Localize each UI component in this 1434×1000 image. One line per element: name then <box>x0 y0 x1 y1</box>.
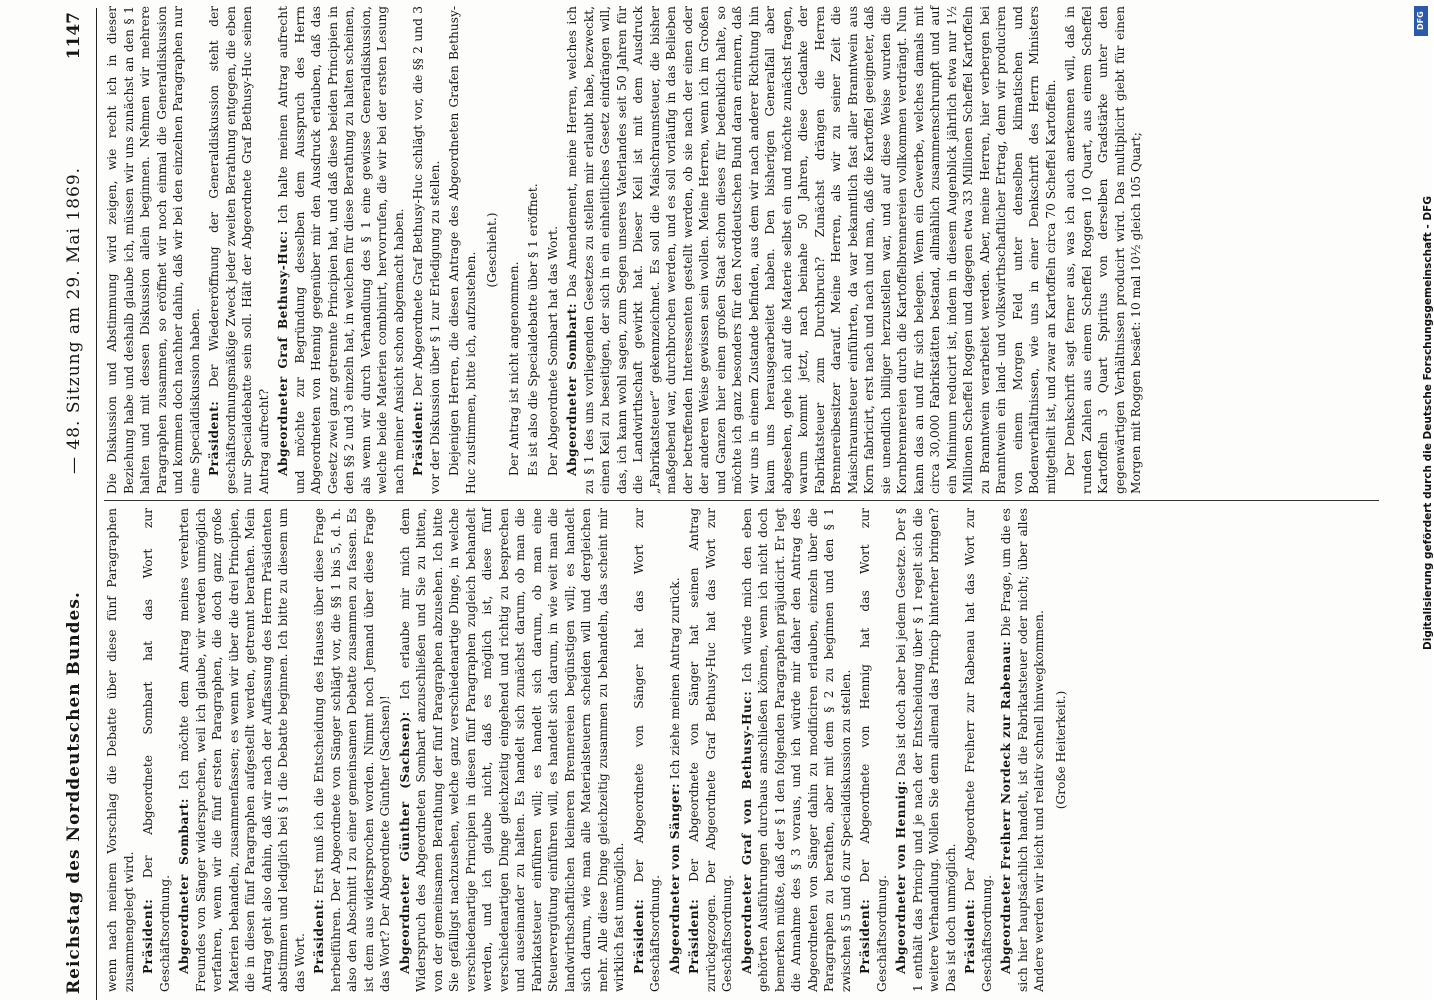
paragraph-text: Ich halte meinen Antrag aufrecht und möchte zur Begründung desselben dem Ausspruch des Herrn Abgeordneten von Hennig gegenüber mir den Ausdruck erlauben, daß das Gesetz zwei ganz getrennte Principien hat, und daß diese beiden Principien in den §§ 2 und 3 einzeln hat, in welchen für diese Berathung zu halten scheinen, als wenn wir durch Verhandlung des § 1 eine gewisse Generaldiskussion, welche beide Materien combinirt, hervorrufen, die wir bei der ersten Lesung nach meiner Ansicht schon abgemacht haben. <box>276 5 406 494</box>
paragraph-text: (Geschieht.) <box>485 212 499 288</box>
paragraph-text: Es ist also die Specialdebatte über § 1 eröffnet. <box>526 183 540 476</box>
paragraph <box>564 6 1059 494</box>
speaker-name: Präsident: <box>631 898 646 974</box>
header-journal-title: Reichstag des Norddeutschen Bundes. <box>64 591 84 994</box>
paragraph-text: Der Abgeordnete Freiherr zur Rabenau hat das Wort zur Geschäftsordnung. <box>963 507 994 992</box>
paragraph-text: Ich würde mich den eben gehörten Ausführungen durchaus anschließen können, wenn ich nicht doch bemerken müßte, daß der § 1 den folgenden Paragraphen präjudicirt. Er legt die Annahme des § 3 voraus, und ich würde mir daher den Antrag des Abgeordneten von Sänger dahin zu modificiren erlauben, einzeln über die Paragraphen zu berathen, aber mit dem § 2 zu beginnen und den § 1 zwischen § 5 und 6 zur Specialdiskussion zu stellen. <box>739 507 853 992</box>
paragraph <box>275 6 407 494</box>
speaker-name: Präsident: <box>963 898 977 974</box>
speaker-name: Abgeordneter Günther (Sachsen): <box>397 711 412 974</box>
speaker-name: Abgeordneter von Hennig: <box>894 780 908 974</box>
speaker-name: Präsident: <box>207 400 221 476</box>
paragraph-text: Ich erlaube mir mich dem Widerspruch des Abgeordneten Sombart anzuschließen und Sie zu bitten, von der gemeinsamen Berathung der fünf Paragraphen abzusehen. Ich bitte Sie gefälligst nachzusehen, welche ganz verschiedenartige Dinge, in welche verschiedenartige Principien in diesen fünf Paragraphen zugleich behandelt werden, und ich glaube nicht, daß es möglich ist, diese fünf verschiedenartigen Dinge gleichzeitig eingehend und richtig zu besprechen und auseinander zu halten. Es handelt sich zunächst darum, ob man die Fabrikatsteuer einführen will; es handelt sich darum, ob man eine Steuervergütung einführen will, es handelt sich darum, in wie weit man die landwirthschaftlichen kleineren Brennereien begünstigen will; es handelt sich darum, wie man alle Materialsteuern scheiden will und dergleichen mehr. Alle diese Dinge gleichzeitig zusammen zu behandeln, das scheint mir wirklich fast unmöglich. <box>397 508 626 992</box>
paragraph-text: Der Abgeordnete Graf Bethusy-Huc schlägt vor, die §§ 2 und 3 vor der Diskussion über § 1 zur Erledigung zu stellen. <box>411 5 442 494</box>
paragraph <box>1062 6 1145 494</box>
paragraph <box>545 6 562 494</box>
paragraph-text: Der Abgeordnete Sombart hat das Wort zur Geschäftsordnung. <box>141 507 172 992</box>
dfg-badge-label: DFG <box>1416 11 1425 30</box>
paragraph-text: Erst muß ich die Entscheidung des Hauses über diese Frage herbeiführen. Der Abgeordnete von Sänger schlägt vor, die §§ 1 bis 5, d. h. also den Abschnitt I zu einer gemeinsamen Debatte zusammen zu fassen. Es ist dem aus widersprochen worden. Nimmt noch Jemand über diese Frage das Wort? Der Abgeordnete Günther (Sachsen)! <box>312 507 392 992</box>
paragraph <box>311 508 394 992</box>
paragraph-text: Ich möchte dem Antrag meines verehrten Freundes von Sänger widersprechen, weil ich glaube, wir werden unmöglich verfahren, wenn wir die fünf ersten Paragraphen, die doch ganz große Materien behandeln, zusammenfassen; es wenn wir über die drei Principien, die in diesen fünf Paragraphen aufgestellt werden, getrennt berathen. Mein Antrag geht also dahin, daß wir nach der Auffassung des Herrn Präsidenten abstimmen und lediglich bei § 1 die Debatte beginnen. Ich bitte zu diesem um das Wort. <box>177 507 307 992</box>
paragraph <box>525 6 542 494</box>
paragraph <box>140 508 173 992</box>
right-text-column <box>104 6 1384 494</box>
paragraph <box>410 6 443 494</box>
paragraph <box>893 508 959 992</box>
paragraph-text: Der Denkschrift sagt ferner aus, was ich auch anerkennen will, daß in runden Zahlen aus einem Scheffel Roggen 10 Quart, aus einem Scheffel Kartoffeln 3 Quart Spiritus von derselben Gradstärke unter den gegenwärtigen Verhältnissen producirt wird. Das multiplicirt giebt für einen Morgen mit Roggen besäet: 10 mal 10½ gleich 105 Quart; <box>1063 6 1143 494</box>
speaker-name: Abgeordneter von Sänger: <box>667 782 682 974</box>
column-divider <box>104 500 1379 501</box>
paragraph-text: Ich ziehe meinen Antrag zurück. <box>667 577 682 780</box>
paragraph <box>104 508 137 992</box>
speaker-name: Präsident: <box>411 400 425 476</box>
header-session-date: — 48. Sitzung am 29. Mai 1869. <box>64 166 84 474</box>
stage-direction <box>484 6 501 494</box>
paragraph <box>176 508 308 992</box>
paragraph-text: Der Abgeordnete Sombart hat das Wort. <box>545 226 560 476</box>
stage-direction <box>1053 508 1070 992</box>
speaker-name: Präsident: <box>687 898 701 974</box>
paragraph <box>667 508 684 992</box>
paragraph <box>857 508 890 992</box>
paragraph-text: wenn nach meinem Vorschlag die Debatte über diese fünf Paragraphen zusammengelegt wird. <box>105 508 136 992</box>
paragraph <box>998 508 1048 992</box>
paragraph <box>686 508 736 992</box>
speaker-name: Präsident: <box>141 898 155 974</box>
paragraph-text: Das Amendement, meine Herren, welches ich zu § 1 des uns vorliegenden Gesetzes zu stellen mir erlaubt habe, bezweckt, einen Keil zu beseitigen, der sich in ein einheitliches Gesetz eindrängen will, das, ich kann wohl sagen, zum Segen unseres Vaterlandes seit 50 Jahren für die Landwirthschaft gewirkt hat. Dieser Keil ist mit dem Ausdruck „Fabrikatsteuer“ gekennzeichnet. Es soll die Maischraumsteuer, die bisher maßgebend war, durchbrochen werden, und es soll vorläufig in das Belieben der betreffenden Interessenten gestellt werden, ob sie nach der einen oder der anderen Weise gewissen sein wollen. Meine Herren, wenn ich im Großen und Ganzen hier einen großen Staat schon dieses für bedenklich halte, so möchte ich ganz besonders für den Norddeutschen Bund daran erinnern, daß wir uns in einem Zustande befinden, aus dem wir nach anderer Richtung hin kaum uns herausgearbeitet haben. Den bisherigen Generalfall aber abgesehen, gehe ich auf die Materie selbst ein und möchte zunächst fragen, warum kommt jetzt, nach beinahe 50 Jahren, diese Gedanke der Fabrikatsteuer zum Durchbruch? Zunächst drängen die Herren Brennereibesitzer darauf. Meine Herren, als wir zu seiner Zeit die Maischraumsteuer einführten, da war bekanntlich fast aller Branntwein aus Korn fabricirt, erst nach und nach und man, daß die Kartoffel geeigneter, daß sie unendlich billiger herzustellen war, und auf diese Weise wurden die Kornbrennereien durch die Kartoffelbrennereien vollkommen verdrängt. Nun kann das an und für sich belegen. Wenn ein Gewerbe, welches damals mit circa 30,000 Fabrikstätten bestand, allmählich zusammenschrumpft und auf ein Minimum reducirt ist, indem in diesem Augenblick jährlich etwa nur 1½ Millionen Scheffel Roggen und dagegen etwa 33 Millionen Scheffel Kartoffeln zu Branntwein verarbeitet werden. Aber, meine Herren, hier verbergen bei Branntwein ein land- und volkswirthschaftlicher Ertrag, denn wir produciren von einem Morgen Feld unter denselben klimatischen und Bodenverhältnissen, wie uns in einer Denkschrift des Herrn Ministers mitgetheilt ist, und zwar an Kartoffeln circa 70 Scheffel Kartoffeln. <box>565 6 1058 494</box>
running-header <box>60 8 90 994</box>
page-number: 1147 <box>64 12 84 60</box>
paragraph-text: Der Abgeordnete von Hennig hat das Wort zur Geschäftsordnung. <box>858 507 889 992</box>
paragraph <box>506 6 523 494</box>
paragraph <box>962 508 995 992</box>
paragraph <box>104 6 203 494</box>
paragraph-text: Das ist doch aber bei jedem Gesetze. Der § 1 enthält das Princip und je nach der Entscheidung über § 1 regelt sich die weitere Verhandlung. Wollen Sie denn allemal das Princip hinterher bringen? Das ist doch unmöglich. <box>894 507 958 992</box>
footer-credit: Digitalisierung gefördert durch die Deutsche Forschungsgemeinschaft - DFG <box>1422 196 1434 650</box>
speaker-name: Abgeordneter Graf von Bethusy-Huc: <box>739 690 754 974</box>
speaker-name: Abgeordneter Freiherr Nordeck zur Rabenau: <box>999 640 1013 974</box>
paragraph-text: Der Antrag ist nicht angenommen. <box>506 261 521 476</box>
left-text-column <box>104 508 1384 992</box>
paragraph <box>446 6 479 494</box>
header-rule <box>96 8 97 1000</box>
paragraph-text: Der Abgeordnete von Sänger hat das Wort zur Geschäftsordnung. <box>631 508 662 992</box>
paragraph-text: Der Wiedereröffnung der Generaldiskussion steht der geschäftsordnungsmäßige Zweck jeder zweiten Berathung entgegen, die eben nur Specialdebatte sein soll. Hält der Abgeordnete Graf Bethusy-Huc seinen Antrag aufrecht? <box>207 6 271 494</box>
paragraph-text: Die Frage, um die es sich hier hauptsächlich handelt, ist die Fabrikatsteuer oder nicht; über alles Andere werden wir leicht und relativ schnell hinwegkommen. <box>999 508 1046 992</box>
paragraph <box>397 508 628 992</box>
speaker-name: Abgeordneter Sombart: <box>565 303 579 476</box>
speaker-name: Präsident: <box>858 898 872 974</box>
paragraph-text: Die Diskussion und Abstimmung wird zeigen, wie recht ich in dieser Beziehung habe und deshalb glaube ich, müssen wir uns zunächst an den § 1 halten und mit dessen Diskussion allein beginnen. Nehmen wir mehrere Paragraphen zusammen, so eröffnet wir noch einmal die Generaldiskussion und kommen doch nachher dahin, daß wir bei den einzelnen Paragraphen nur eine Specialdiskussion haben. <box>105 6 202 494</box>
paragraph-text: (Große Heiterkeit.) <box>1053 690 1068 810</box>
paragraph-text: Diejenigen Herren, die diesen Antrage des Abgeordneten Grafen Bethusy-Huc zustimmen, bitte ich, aufzustehen. <box>447 6 478 494</box>
speaker-name: Abgeordneter Sombart: <box>177 798 191 974</box>
paragraph <box>206 6 272 494</box>
dfg-badge <box>1414 6 1428 36</box>
paragraph <box>631 508 664 992</box>
paragraph-text: Der Abgeordnete von Sänger hat seinen Antrag zurückgezogen. Der Abgeordnete Graf Bethusy-Huc hat das Wort zur Geschäftsordnung. <box>687 508 734 992</box>
paragraph <box>739 508 855 992</box>
speaker-name: Präsident: <box>312 898 326 974</box>
speaker-name: Abgeordneter Graf Bethusy-Huc: <box>276 230 290 476</box>
